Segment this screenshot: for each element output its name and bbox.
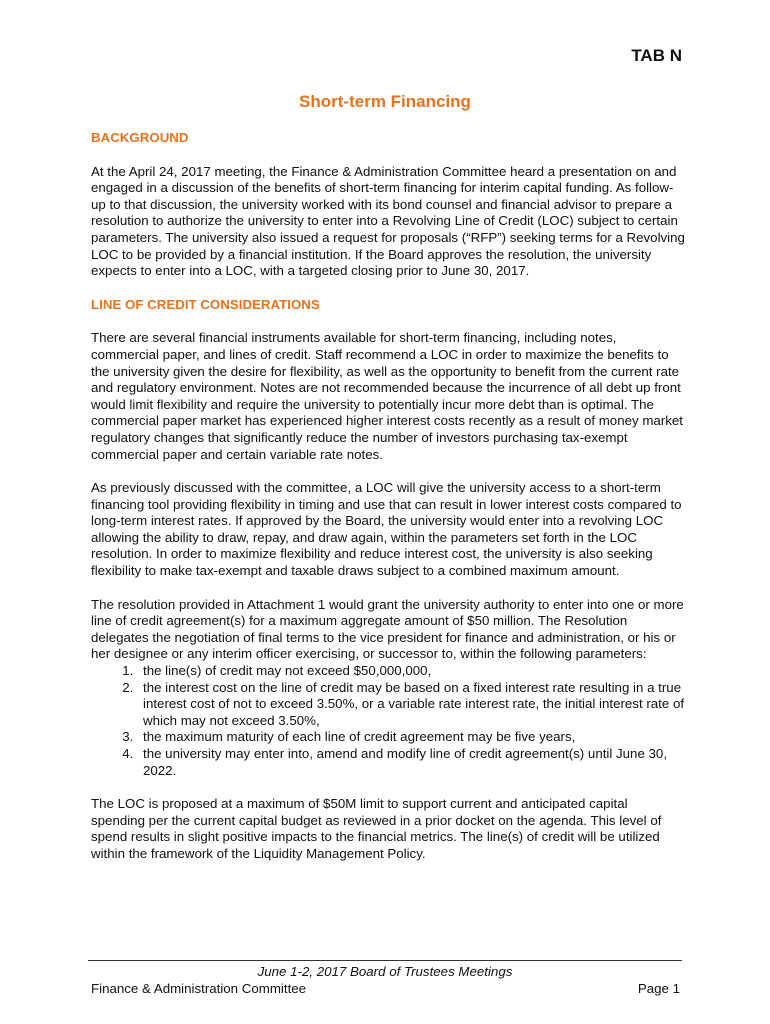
loc-paragraph-2: As previously discussed with the committee, a LOC will give the university access to a short-term financing tool providing flexibility in timing and use that can result in lower interest costs compared to long-term interest rates. If approved by the Board, the university would enter into a revolving LOC allowing the ability to draw, repay, and draw again, within the parameters set forth in the LOC resolution. In order to maximize flexibility and reduce interest cost, the university is also seeking flexibility to make tax-exempt and taxable draws subject to a combined maximum amount. (91, 480, 682, 579)
footer-meeting: June 1-2, 2017 Board of Trustees Meetings (257, 964, 513, 979)
section-heading-background: BACKGROUND (91, 130, 189, 145)
document-body (91, 130, 685, 880)
list-item: 3. the maximum maturity of each line of credit agreement may be five years, (137, 729, 685, 746)
footer-divider (88, 960, 682, 961)
list-item: 2. the interest cost on the line of credit may be based on a fixed interest rate resulting in a true interest cost of not to exceed 3.50%, or a variable rate interest rate, the initial interest rate of which may not exceed 3.50%, (137, 680, 685, 730)
loc-paragraph-1: There are several financial instruments available for short-term financing, including notes, commercial paper, and lines of credit. Staff recommend a LOC in order to maximize the benefits to the university given the desire for flexibility, as well as the opportunity to benefit from the current rate and regulatory environment. Notes are not recommended because the incurrence of all debt up front would limit flexibility and require the university to potentially incur more debt than is optimal. The commercial paper market has experienced higher interest costs recently as a result of money market regulatory changes that significantly reduce the number of investors purchasing tax-exempt commercial paper and certain variable rate notes. (91, 330, 683, 462)
footer-page-number: Page 1 (637, 981, 680, 996)
footer-committee: Finance & Administration Committee (91, 981, 307, 996)
tab-label: TAB N (631, 46, 682, 65)
loc-paragraph-4: The LOC is proposed at a maximum of $50M limit to support current and anticipated capital spending per the current capital budget as reviewed in a prior docket on the agenda. This level of spend results in slight positive impacts to the financial metrics. The line(s) of credit will be utilized within the framework of the Liquidity Management Policy. (91, 796, 662, 861)
section-heading-loc: LINE OF CREDIT CONSIDERATIONS (91, 296, 320, 312)
parameters-list (91, 663, 685, 779)
list-item: 4. the university may enter into, amend and modify line of credit agreement(s) until June 30, 2022. (137, 746, 685, 779)
background-paragraph: At the April 24, 2017 meeting, the Finance & Administration Committee heard a presentation on and engaged in a discussion of the benefits of short-term financing for interim capital funding. As follow-up to that discussion, the university worked with its bond counsel and financial advisor to prepare a resolution to authorize the university to enter into a Revolving Line of Credit (LOC) subject to certain parameters. The university also issued a request for proposals (“RFP”) seeking terms for a Revolving LOC to be provided by a financial institution. If the Board approves the resolution, the university expects to enter into a LOC, with a targeted closing prior to June 30, 2017. (91, 163, 685, 279)
list-item: 1. the line(s) of credit may not exceed $50,000,000, (137, 663, 685, 680)
loc-paragraph-3: The resolution provided in Attachment 1 would grant the university authority to enter into one or more line of credit agreement(s) for a maximum aggregate amount of $50 million. The Resolution delegates the negotiation of final terms to the vice president for finance and administration, or his or her designee or any interim officer exercising, or successor to, within the following parameters: (91, 596, 684, 662)
page-title: Short-term Financing (299, 92, 471, 111)
